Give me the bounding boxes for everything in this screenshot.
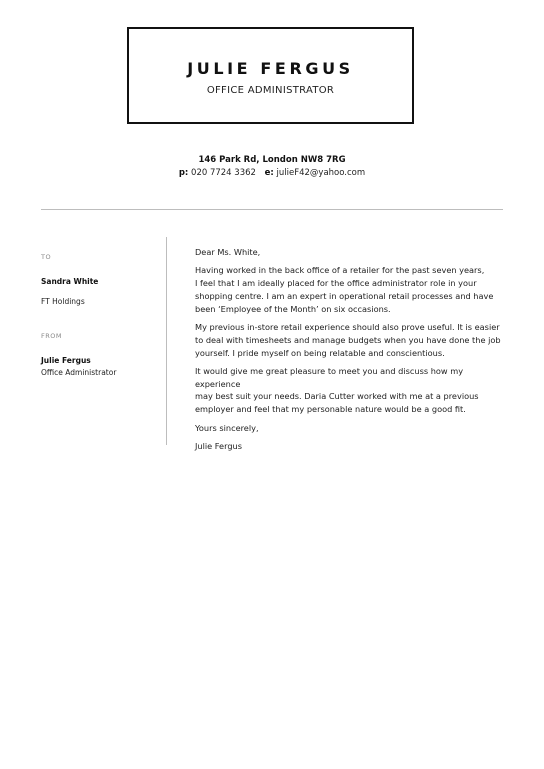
letter-paragraph-1: Having worked in the back office of a retailer for the past seven years, I feel that I am ideally placed for the office administrator role in your shopping centre. I am an expert in operational retail processes and have been ‘Employee of the Month’ on six occasions. [195,265,494,314]
contact-line [0,168,544,178]
sender-title: Office Administrator [41,368,117,377]
phone-number: 020 7724 3362 [191,168,256,178]
applicant-name: JULIE FERGUS [187,59,354,78]
contact-address: 146 Park Rd, London NW8 7RG [198,155,346,165]
sender-name: Julie Fergus [41,356,91,365]
letter-paragraph-2: My previous in-store retail experience should also prove useful. It is easier to deal with timesheets and manage budgets when you have done the job yourself. I pride myself on being relatable and conscientious. [195,321,501,358]
phone-label: p: [178,168,189,178]
letter-greeting: Dear Ms. White, [195,247,261,257]
name-header-box [127,27,414,124]
recipient-company: FT Holdings [41,297,85,306]
horizontal-divider [41,209,503,210]
letter-closing: Yours sincerely, [195,422,259,433]
from-label: FROM [41,332,62,340]
letter-body [195,246,510,458]
applicant-title: OFFICE ADMINISTRATOR [206,85,335,96]
to-label: TO [41,253,52,261]
vertical-divider [166,237,167,445]
email-label: e: [264,168,274,178]
recipient-name: Sandra White [41,277,99,286]
letter-paragraph-3: It would give me great pleasure to meet you and discuss how my experience may best suit your needs. Daria Cutter worked with me at a previous employer and feel that my personable nature would be a good fit. [195,365,479,415]
email-address: julieF42@yahoo.com [276,168,366,178]
letter-signature: Julie Fergus [195,440,242,451]
